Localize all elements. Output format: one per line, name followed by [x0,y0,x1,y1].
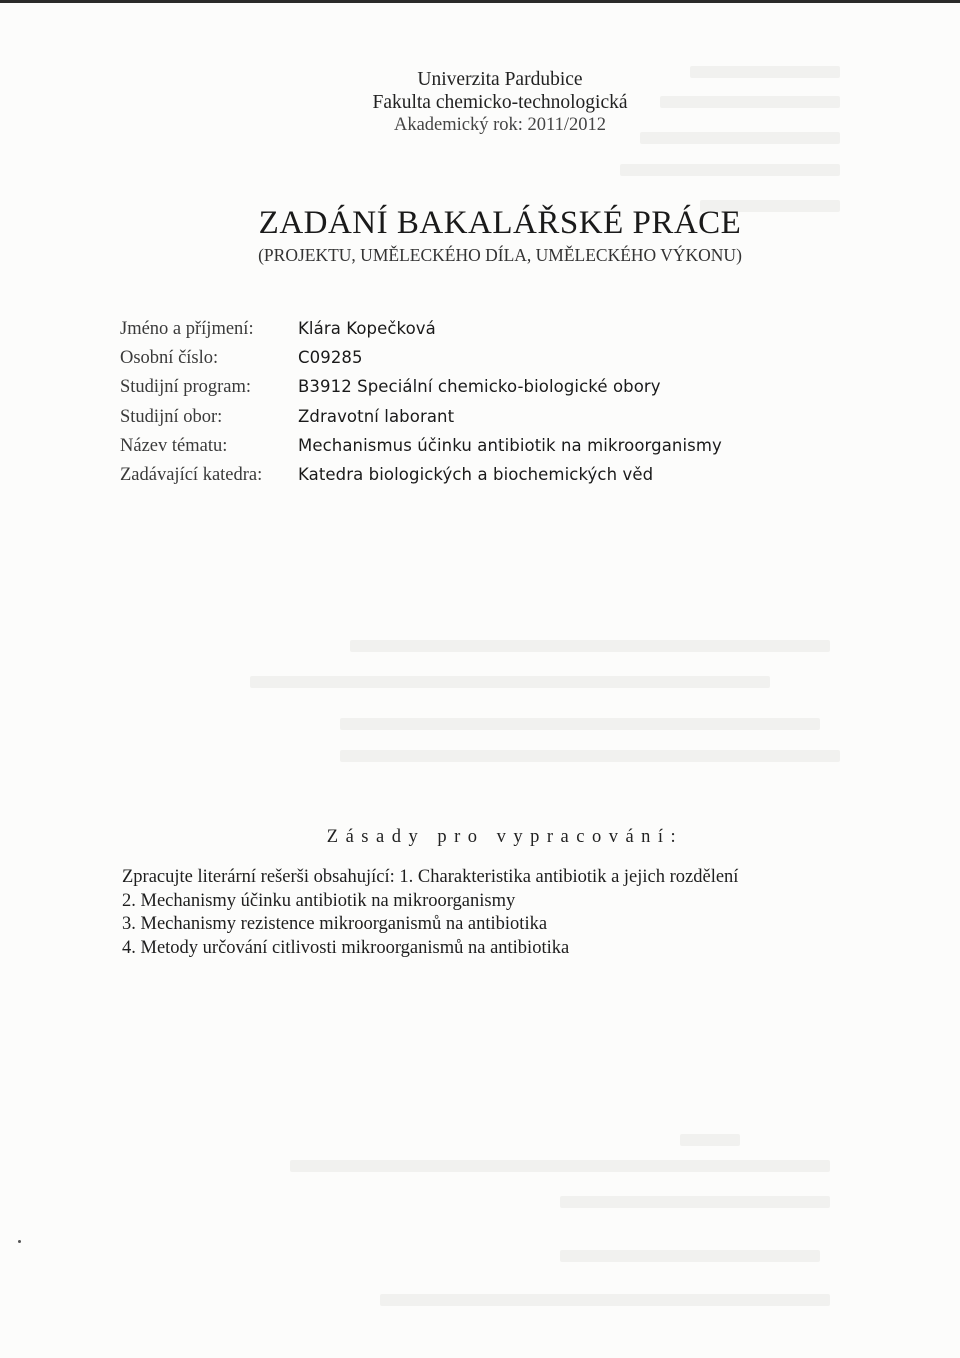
info-row-department [120,465,820,494]
show-through-mark [380,1294,830,1306]
info-label: Osobní číslo: [120,348,219,369]
show-through-mark [620,164,840,176]
show-through-mark [560,1250,820,1262]
info-value: Zdravotní laborant [298,406,455,426]
show-through-mark [340,750,840,762]
university-name: Univerzita Pardubice [417,69,583,90]
principles-line: 3. Mechanismy rezistence mikroorganismů na antibiotika [122,914,548,934]
info-row-topic [120,436,820,465]
faculty-name: Fakulta chemicko-technologická [372,92,628,113]
document-subtitle: (PROJEKTU, UMĚLECKÉHO DÍLA, UMĚLECKÉHO VÝKONU) [258,245,742,265]
info-value: Katedra biologických a biochemických věd [298,464,654,484]
academic-year: Akademický rok: 2011/2012 [393,115,607,135]
document-title: ZADÁNÍ BAKALÁŘSKÉ PRÁCE [258,205,742,241]
info-value: Mechanismus účinku antibiotik na mikroorganismy [298,435,722,455]
principles-body [122,866,842,960]
info-value: C09285 [298,348,363,368]
info-row-name [120,319,820,348]
principles-line: Zpracujte literární rešerši obsahující: 1. Charakteristika antibiotik a jejich rozdělení [122,867,739,887]
scan-top-edge [0,0,960,3]
info-label: Zadávající katedra: [120,464,263,485]
info-value: B3912 Speciální chemicko-biologické obory [298,377,661,397]
info-label: Jméno a příjmení: [120,319,254,339]
student-info-table [120,319,820,494]
info-label: Název tématu: [120,435,228,456]
show-through-mark [340,718,820,730]
info-label: Studijní program: [120,377,252,398]
scan-speck [18,1240,21,1243]
info-row-study-field [120,407,820,436]
principles-heading: Zásady pro vypracování: [326,827,684,847]
info-value: Klára Kopečková [298,319,436,338]
principles-line: 2. Mechanismy účinku antibiotik na mikroorganismy [122,890,516,911]
show-through-mark [680,1134,740,1146]
show-through-mark [560,1196,830,1208]
principles-line: 4. Metody určování citlivosti mikroorganismů na antibiotika [122,937,570,958]
info-row-personal-number [120,348,820,377]
show-through-mark [350,640,830,652]
show-through-mark [250,676,770,688]
institution-header [0,68,960,137]
info-row-study-program [120,377,820,406]
show-through-mark [290,1160,830,1172]
document-title-block [0,204,960,266]
info-label: Studijní obor: [120,406,223,427]
